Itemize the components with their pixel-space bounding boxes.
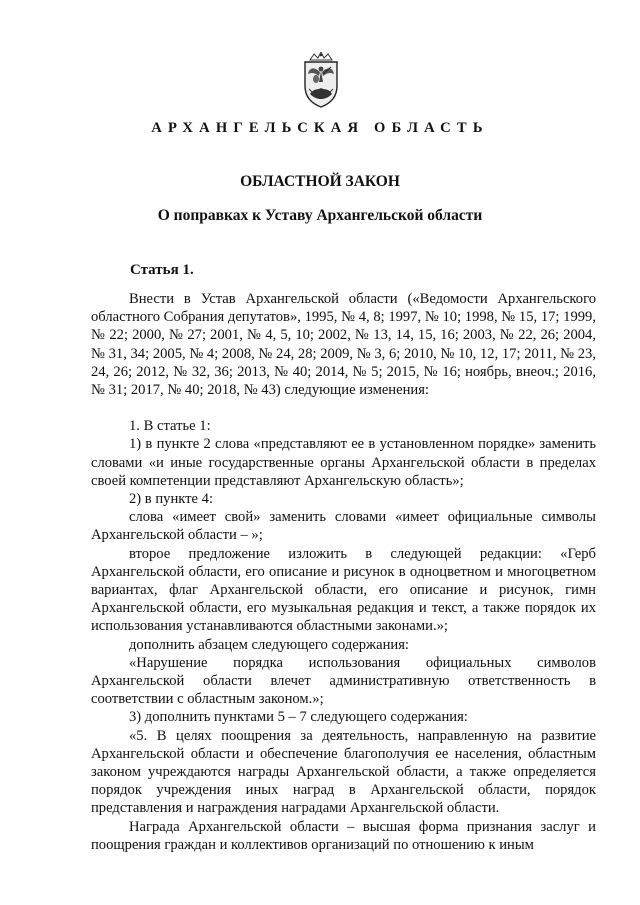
paragraph: слова «имеет свой» заменить словами «имеет официальные символы Архангельской области – »; [91,509,596,544]
intro-paragraph: Внести в Устав Архангельской области («Ведомости Архангельского областного Собрания депутатов», 1995, № 4, 8; 1997, № 10; 1998, № 15, 17; 1999, № 22; 2000, № 27; 2001, № 4, 5, 10; 2002, № 13, 14, 15, 16; 2003, № 22, 26; 2004, № 31, 34; 2005, № 4; 2008, № 24, 28; 2009, № 3, 6; 2010, № 10, 12, 17; 2011, № 23, 24, 26; 2012, № 32, 36; 2013, № 40; 2014, № 5; 2015, № 16; ноябрь, внеоч.; 2016, № 31; 2017, № 40; 2018, № 43) следующие изменения: [91,291,596,399]
paragraph: Награда Архангельской области – высшая форма признания заслуг и поощрения граждан и коллективов организаций по отношению к иным [91,818,596,853]
paragraph: 3) дополнить пунктами 5 – 7 следующего содержания: [129,709,468,726]
law-title: О поправках к Уставу Архангельской области [157,207,483,224]
paragraph: дополнить абзацем следующего содержания: [129,636,409,653]
paragraph: «5. В целях поощрения за деятельность, направленную на развитие Архангельской области и обеспечение благополучия ее населения, областным законом учреждаются награды Архангельской области, а также определяется порядок учреждения иных наград в Архангельской области, порядок представления и награждения наградами Архангельской области. [91,727,596,817]
paragraph: 2) в пункте 4: [129,491,214,508]
region-title: АРХАНГЕЛЬСКАЯ ОБЛАСТЬ [151,120,489,136]
article-body [91,290,596,854]
paragraph: «Нарушение порядка использования официальных символов Архангельской области влечет административную ответственность в соответствии с областным законом.»; [91,654,596,708]
paragraph: 1) в пункте 2 слова «представляют ее в установленном порядке» заменить словами «и иные государственные органы Архангельской области в пределах своей компетенции представляют Архангельскую область»; [91,436,596,489]
paragraph: 1. В статье 1: [129,418,211,435]
law-type-heading: ОБЛАСТНОЙ ЗАКОН [240,173,400,190]
paragraph: второе предложение изложить в следующей редакции: «Герб Архангельской области, его описание и рисунок в одноцветном и многоцветном вариантах, флаг Архангельской области, его описание и рисунок, гимн Архангельской области, его музыкальная редакция и текст, а также порядок их использования устанавливаются областными законами.»; [91,545,596,635]
coat-of-arms-icon [302,52,340,108]
article-heading: Статья 1. [130,262,194,278]
